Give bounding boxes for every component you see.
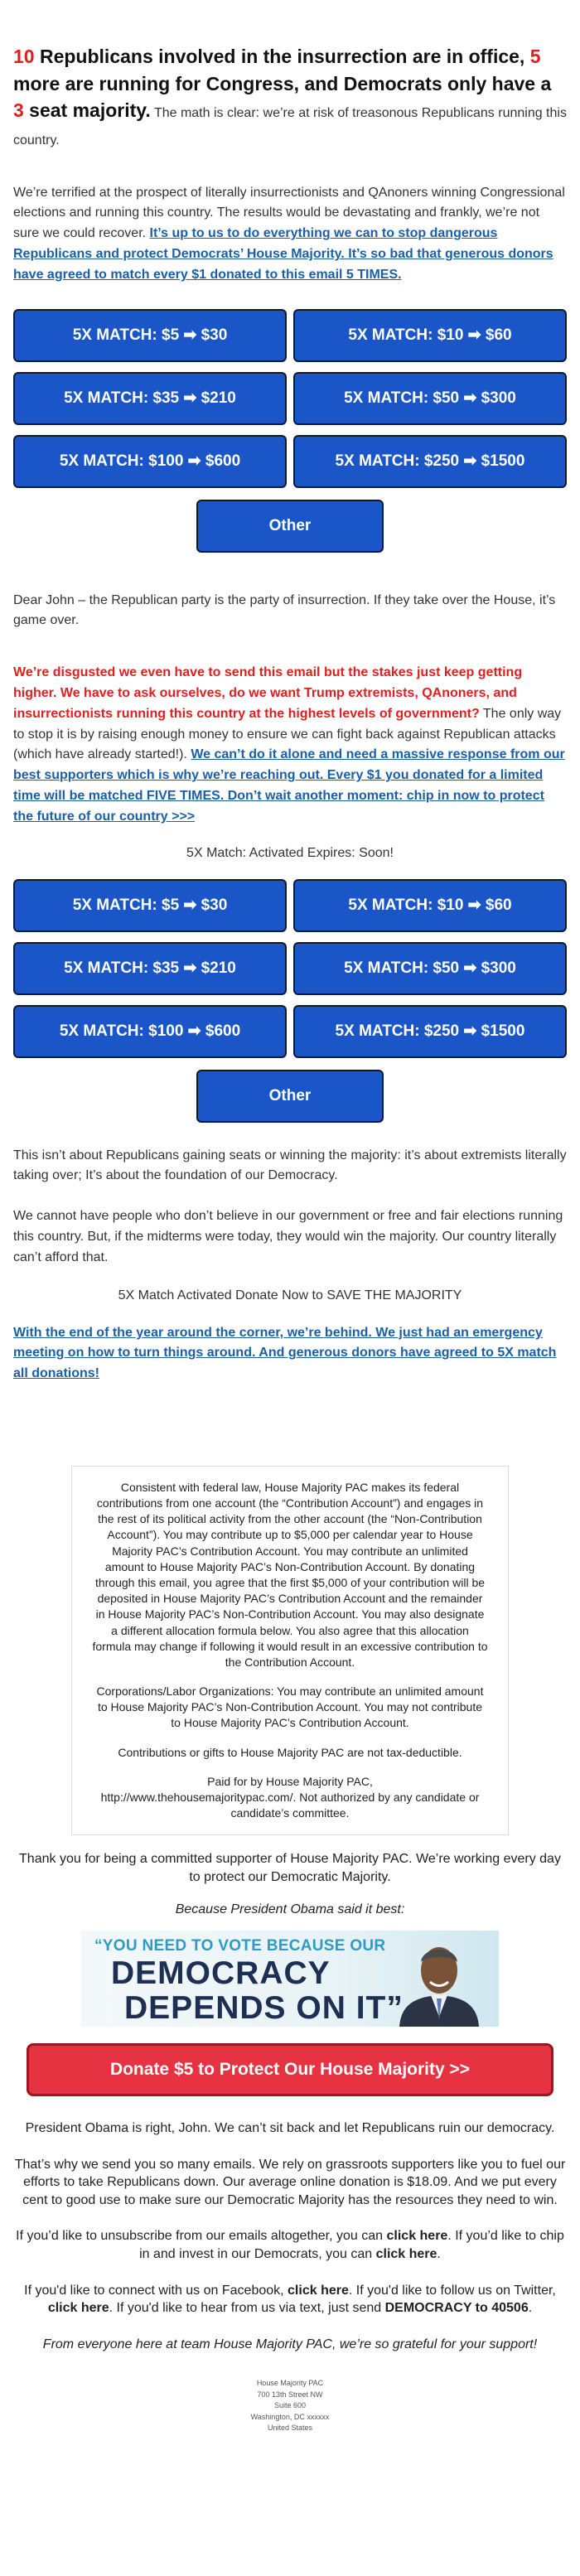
headline: 10 Republicans involved in the insurrection are in office, 5 more are running for Congress, and Democrats only have a 3 seat majority. The math is clear: we’re at risk of treasonous Republicans running this country. <box>13 46 567 147</box>
facebook-link[interactable]: click here <box>288 2283 349 2298</box>
headline-number-1: 10 <box>13 46 35 67</box>
match-50-button[interactable]: 5X MATCH: $50 ➡ $300 <box>293 942 567 995</box>
donation-grid-1 <box>13 309 567 488</box>
unsubscribe-paragraph: If you’d like to unsubscribe from our emails altogether, you can click here. If you’d like to chip in and invest in our Democrats, you can click here. <box>16 2229 564 2261</box>
final-paragraph <box>13 1323 567 1385</box>
disclaimer-corporations: Corporations/Labor Organizations: You may contribute an unlimited amount to House Majority PAC’s Non-Contribution Account. You may not contribute to House Majority PAC’s Contribution Account. <box>96 1684 484 1730</box>
legal-disclaimer <box>71 1466 509 1835</box>
midterms-paragraph: We cannot have people who don’t believe in our government or free and fair elections running this country. But, if the midterms were today, they would win the majority. Our country literally can’t afford that. <box>13 1209 563 1264</box>
twitter-link[interactable]: click here <box>47 2301 109 2316</box>
save-majority-line: 5X Match Activated Donate Now to SAVE THE MAJORITY <box>118 1288 462 1302</box>
dear-paragraph: Dear John – the Republican party is the party of insurrection. If they take over the House, it’s game over. <box>13 592 556 628</box>
foundation-paragraph: This isn’t about Republicans gaining seats or winning the majority: it’s about extremists literally taking over; It’s about the foundation of our Democracy. <box>13 1148 567 1183</box>
match-10-button[interactable]: 5X MATCH: $10 ➡ $60 <box>293 879 567 932</box>
match-5-button[interactable]: 5X MATCH: $5 ➡ $30 <box>13 879 287 932</box>
social-paragraph: If you'd like to connect with us on Facebook, click here. If you'd like to follow us on Twitter, click here. If you'd like to hear from us via text, just send DEMOCRACY to 40506. <box>24 2283 556 2316</box>
disclaimer-paid-for: Paid for by House Majority PAC, http://www.thehousemajoritypac.com/. Not authorized by any candidate or candidate’s committee. <box>100 1774 480 1820</box>
other-amount-button[interactable]: Other <box>196 500 384 553</box>
match-50-button[interactable]: 5X MATCH: $50 ➡ $300 <box>293 372 567 425</box>
intro-paragraph: We’re terrified at the prospect of literally insurrectionists and QAnoners winning Congressional elections and running this country. The results would be devastating and frankly, we’re not sure we could recover. It’s up to us to do everything we can to stop dangerous Republicans and protect Democrats’ House Majority. It’s so bad that generous donors have agreed to match every $1 donated to this email 5 TIMES. <box>13 185 565 282</box>
average-donation-paragraph: That’s why we send you so many emails. We rely on grassroots supporters like you to fuel our efforts to take Republicans down. Our average online donation is $18.09. And we put every cent to good use to make sure our Democratic Majority has the resources they need to win. <box>14 2157 566 2207</box>
obama-portrait-image <box>393 1937 486 2027</box>
intro-donate-link[interactable]: It’s up to us to do everything we can to stop dangerous Republicans and protect Democrats’ House Majority. It’s so bad that generous donors have agreed to match every $1 donated to this email 5 TIMES. <box>13 226 553 282</box>
banner-quote-line: “YOU NEED TO VOTE BECAUSE OUR <box>94 1937 386 1955</box>
headline-tail: The math is clear: we’re at risk of treasonous Republicans running this country. <box>13 106 567 147</box>
chip-in-link[interactable]: We can’t do it alone and need a massive response from our best supporters which is why we’re reaching out. Every $1 you donated for a limited time will be matched FIVE TIMES. Don’t wait another moment: chip in now to protect the future of our country >>> <box>13 747 565 824</box>
match-10-button[interactable]: 5X MATCH: $10 ➡ $60 <box>293 309 567 362</box>
match-35-button[interactable]: 5X MATCH: $35 ➡ $210 <box>13 942 287 995</box>
obama-intro: Because President Obama said it best: <box>175 1902 405 1917</box>
chip-in-click-link[interactable]: click here <box>375 2246 437 2261</box>
headline-number-3: 3 <box>13 99 24 122</box>
stakes-paragraph: We’re disgusted we even have to send this email but the stakes just keep getting higher. We have to ask ourselves, do we want Trump extremists, QAnoners, and insurrectionists running this country at the highest levels of government? The only way to stop it is by raising enough money to ensure we can fight back against Republican attacks (which have already started!). We can’t do it alone and need a massive response from our best supporters which is why we’re reaching out. Every $1 you donated for a limited time will be matched FIVE TIMES. Don’t wait another moment: chip in now to protect the future of our country >>> <box>13 665 565 824</box>
grateful-paragraph: From everyone here at team House Majority PAC, we’re so grateful for your support! <box>42 2337 538 2351</box>
banner-democracy: DEMOCRACY <box>111 1955 331 1991</box>
match-status: 5X Match: Activated Expires: Soon! <box>186 845 394 860</box>
disclaimer-tax: Contributions or gifts to House Majority PAC are not tax-deductible. <box>118 1745 462 1759</box>
obama-quote-banner <box>81 1931 499 2027</box>
donate-5-button[interactable]: Donate $5 to Protect Our House Majority >> <box>27 2043 553 2096</box>
other-amount-button[interactable]: Other <box>196 1070 384 1123</box>
emergency-meeting-link[interactable]: With the end of the year around the corner, we’re behind. We just had an emergency meeting on how to turn things around. And generous donors have agreed to 5X match all donations! <box>13 1325 557 1381</box>
donation-grid-2 <box>13 879 567 1058</box>
mailing-address: House Majority PAC 700 13th Street NW Suite 600 Washington, DC xxxxxx United States <box>250 2379 330 2433</box>
headline-number-2: 5 <box>529 46 541 67</box>
pac-website: http://www.thehousemajoritypac.com/. Not authorized by any candidate or candidate’s committee. <box>100 1790 480 1820</box>
text-keyword: DEMOCRACY to 40506 <box>384 2301 529 2316</box>
thanks-paragraph: Thank you for being a committed supporter of House Majority PAC. We’re working every day to protect our Democratic Majority. <box>19 1852 561 1884</box>
unsubscribe-link[interactable]: click here <box>386 2229 448 2244</box>
match-100-button[interactable]: 5X MATCH: $100 ➡ $600 <box>13 1005 287 1058</box>
banner-depends: DEPENDS ON IT” <box>124 1990 404 2026</box>
match-250-button[interactable]: 5X MATCH: $250 ➡ $1500 <box>293 435 567 488</box>
match-5-button[interactable]: 5X MATCH: $5 ➡ $30 <box>13 309 287 362</box>
obama-right-paragraph: President Obama is right, John. We can’t sit back and let Republicans ruin our democracy. <box>25 2121 555 2135</box>
match-35-button[interactable]: 5X MATCH: $35 ➡ $210 <box>13 372 287 425</box>
disclaimer-contribution-accounts: Consistent with federal law, House Majority PAC makes its federal contributions from one account (the “Contribution Account”) and engages in the rest of its political activity from the other account (the “Non-Contribution Account”). You may contribute up to $5,000 per calendar year to House Majority PAC’s Contribution Account. You may contribute an unlimited amount to House Majority PAC’s Non-Contribution Account. By donating through this email, you agree that the first $5,000 of your contribution will be deposited in House Majority PAC’s Contribution Account and the remainder in House Majority PAC’s Non-Contribution Account. You may also designate a different allocation formula below. You also agree that this allocation formula may change if following it would result in an excessive contribution to the Contribution Account. <box>92 1480 488 1669</box>
match-100-button[interactable]: 5X MATCH: $100 ➡ $600 <box>13 435 287 488</box>
match-250-button[interactable]: 5X MATCH: $250 ➡ $1500 <box>293 1005 567 1058</box>
